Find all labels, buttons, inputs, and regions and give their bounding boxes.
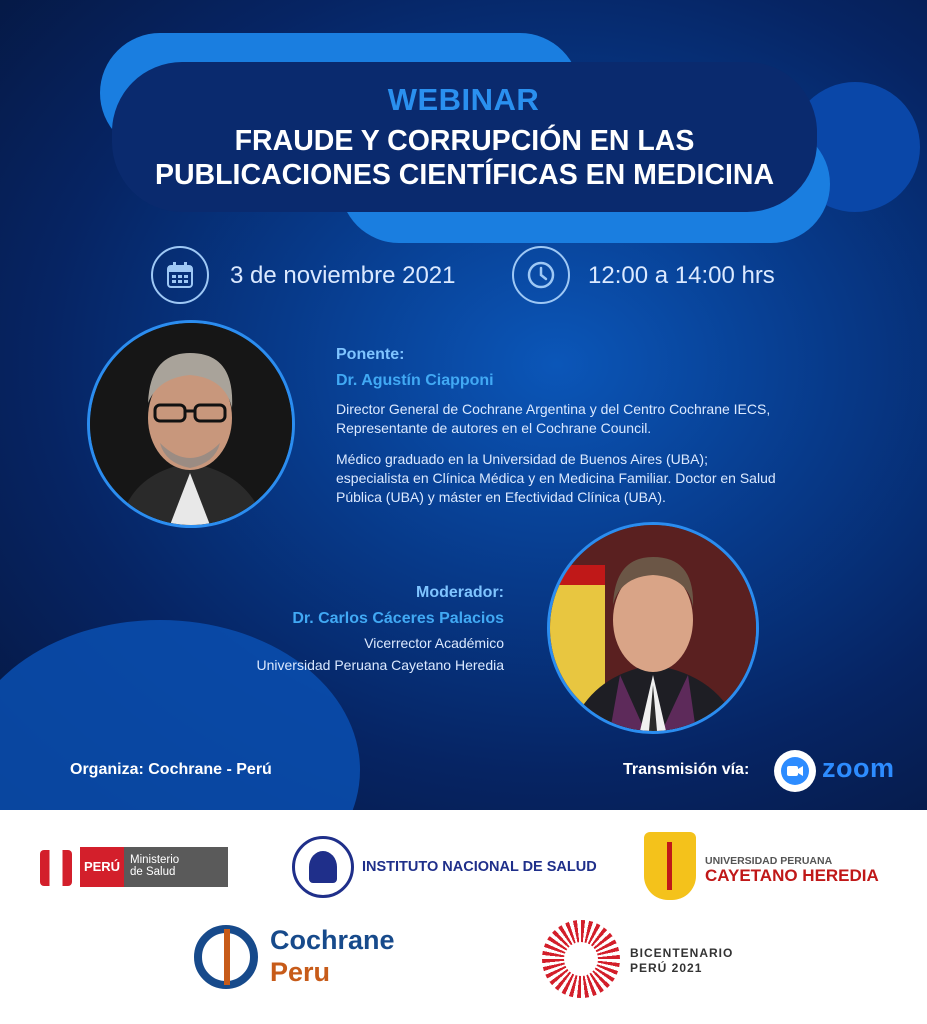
- cochrane-country: Peru: [270, 957, 331, 987]
- bicentenario-line-2: PERÚ 2021: [630, 961, 703, 975]
- bicentenario-sun-icon: [542, 920, 620, 998]
- webinar-kicker: WEBINAR: [387, 82, 540, 117]
- upch-shield-icon: [644, 832, 696, 900]
- speaker-name: Dr. Agustín Ciapponi: [336, 372, 494, 389]
- minsa-line-2: de Salud: [130, 866, 176, 878]
- moderator-role-label: Moderador:: [416, 584, 504, 601]
- speaker-role-label: Ponente:: [336, 346, 405, 363]
- sponsor-logos-bar: [0, 810, 927, 1024]
- event-time: 12:00 a 14:00 hrs: [588, 262, 775, 289]
- moderator-institution: Universidad Peruana Cayetano Heredia: [256, 657, 504, 673]
- moderator-position: Vicerrector Académico: [364, 635, 504, 651]
- cochrane-logo-icon: [194, 925, 258, 989]
- speaker-bio-1: Director General de Cochrane Argentina y del Centro Cochrane IECS, Representante de autores en el Cochrane Council.: [336, 401, 771, 436]
- zoom-logo-icon: [774, 750, 816, 792]
- cochrane-wordmark: Cochrane: [270, 925, 395, 955]
- speaker-bio-2: Médico graduado en la Universidad de Buenos Aires (UBA); especialista en Clínica Médica y en Medicina Familiar. Doctor en Salud Pública (UBA) y máster en Efectividad Clínica (UBA).: [336, 451, 776, 505]
- moderator-photo: [547, 522, 759, 734]
- event-title: [112, 124, 817, 192]
- broadcast-label: Transmisión vía:: [623, 761, 750, 778]
- minsa-logo: [124, 847, 228, 887]
- moderator-name: Dr. Carlos Cáceres Palacios: [292, 610, 504, 627]
- ins-seal-icon: [292, 836, 354, 898]
- speaker-photo: [87, 320, 295, 528]
- clock-icon: [512, 246, 570, 304]
- event-title-line-2: PUBLICACIONES CIENTÍFICAS EN MEDICINA: [154, 159, 775, 191]
- organizer-text: Organiza: Cochrane - Perú: [70, 761, 272, 778]
- upch-line-1: UNIVERSIDAD PERUANA: [705, 855, 833, 867]
- upch-line-2: CAYETANO HEREDIA: [705, 866, 879, 885]
- calendar-icon: [151, 246, 209, 304]
- video-camera-icon: [781, 757, 809, 785]
- zoom-wordmark: zoom: [822, 753, 895, 783]
- minsa-line-1: Ministerio: [130, 854, 180, 866]
- bicentenario-line-1: BICENTENARIO: [630, 946, 734, 960]
- peru-coat-of-arms-icon: [40, 850, 72, 886]
- event-date: 3 de noviembre 2021: [230, 262, 456, 289]
- peru-label: PERÚ: [80, 847, 124, 887]
- event-title-line-1: FRAUDE Y CORRUPCIÓN EN LAS: [234, 125, 695, 157]
- ins-name: INSTITUTO NACIONAL DE SALUD: [362, 859, 597, 875]
